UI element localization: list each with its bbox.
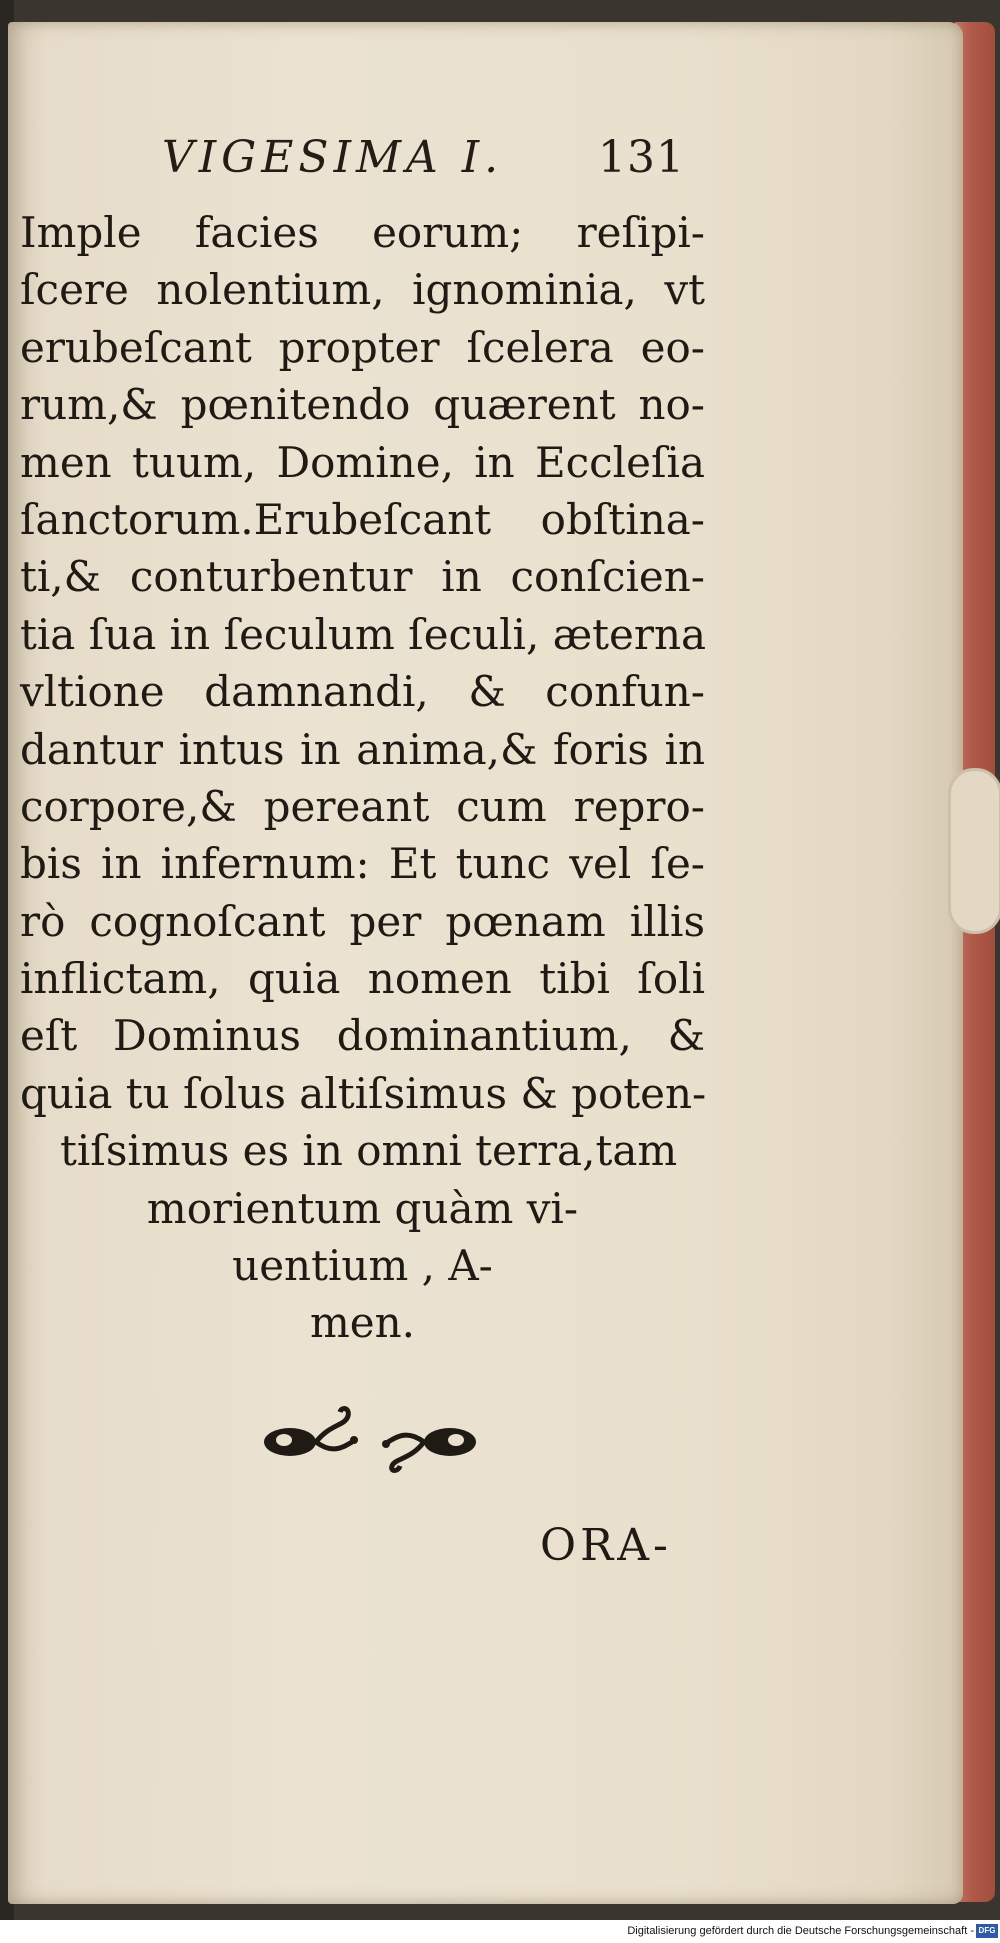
text-line: erubeſcant propter ſcelera eo- xyxy=(20,322,705,372)
text-line: men. xyxy=(309,1298,416,1348)
body-text xyxy=(20,204,705,1352)
text-line: Imple facies eorum; reſipi- xyxy=(20,208,705,257)
text-line: ſanctorum.Erubeſcant obſtina- xyxy=(20,494,705,544)
dfg-logo-icon: DFG xyxy=(976,1924,998,1938)
text-line: dantur intus in anima,& foris in xyxy=(20,724,705,774)
text-line: quia tu ſolus altiſsimus & poten- xyxy=(20,1068,707,1118)
footer-credit: Digitalisierung gefördert durch die Deutsche Forschungsgemeinschaft - xyxy=(627,1925,974,1937)
catchword: ORA- xyxy=(540,1520,672,1571)
text-line: inflictam, quia nomen tibi ſoli xyxy=(20,954,705,1004)
text-line: rò cognoſcant per pœnam illis xyxy=(20,896,705,946)
text-line: men tuum, Domine, in Eccleſia xyxy=(20,437,705,487)
text-line: tia ſua in ſeculum ſeculi, æterna xyxy=(20,609,707,659)
running-header xyxy=(150,132,695,192)
text-line: corpore,& pereant cum repro- xyxy=(20,781,705,831)
text-line: ſcere nolentium, ignominia, vt xyxy=(20,265,705,315)
text-line: vltione damnandi, & confun- xyxy=(20,667,705,717)
text-line: tiſsimus es in omni terra,tam xyxy=(60,1126,678,1176)
page-tab xyxy=(948,768,1000,934)
text-line: eſt Dominus dominantium, & xyxy=(20,1011,705,1061)
text-line: ti,& conturbentur in conſcien- xyxy=(20,552,705,602)
text-line: uentium , A- xyxy=(232,1241,493,1291)
text-line: morientum quàm vi- xyxy=(146,1183,579,1233)
text-line: rum,& pœnitendo quærent no- xyxy=(20,380,705,430)
page-number: 131 xyxy=(598,132,685,183)
running-title: VIGESIMA I. xyxy=(162,132,504,183)
ornament-fleuron-icon xyxy=(250,1404,490,1474)
text-line: bis in infernum: Et tunc vel ſe- xyxy=(20,839,705,889)
